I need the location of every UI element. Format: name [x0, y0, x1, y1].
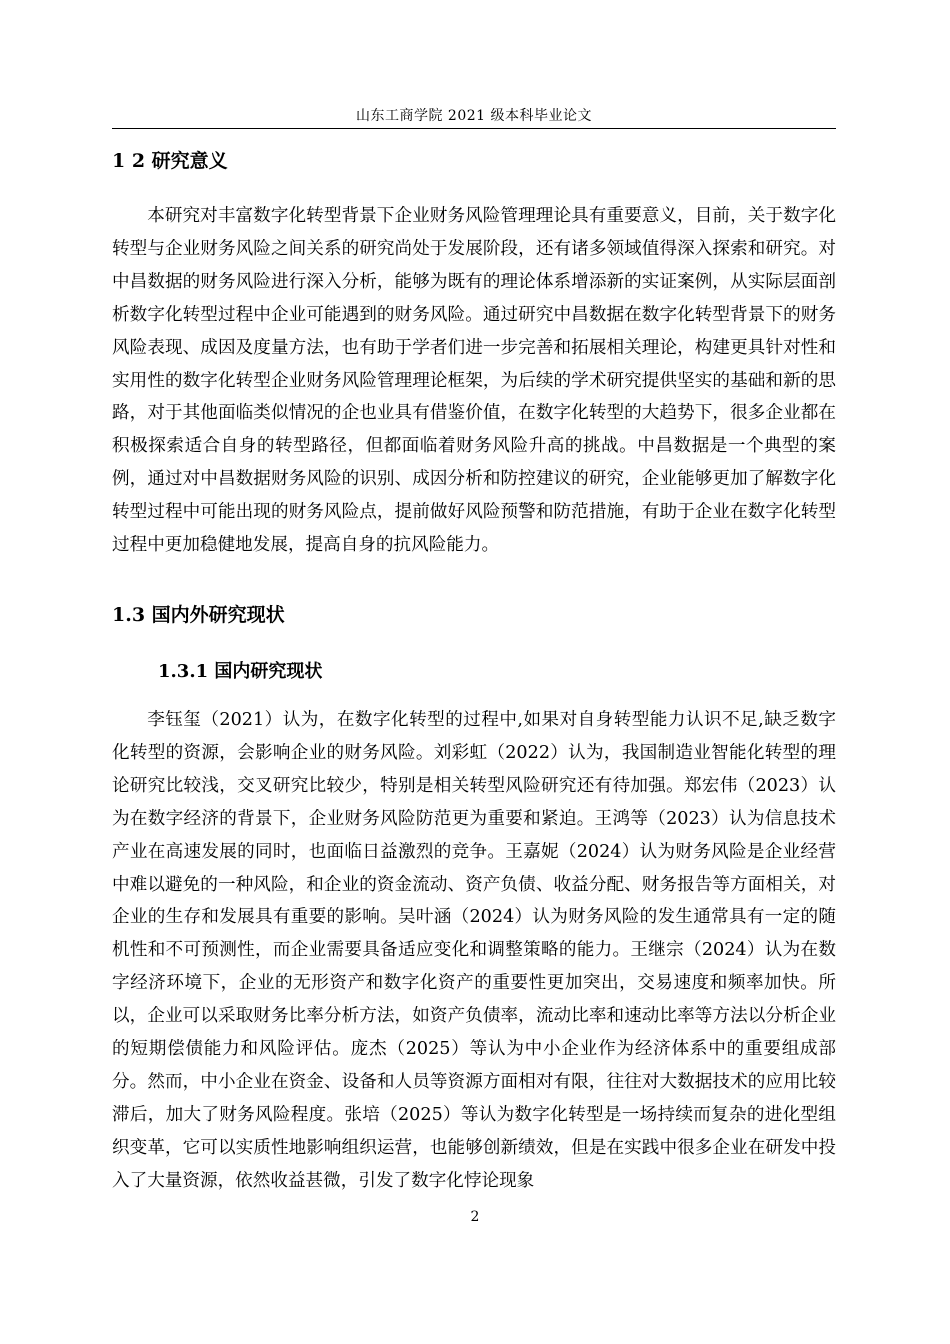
paragraph-research-significance: 本研究对丰富数字化转型背景下企业财务风险管理理论具有重要意义，目前，关于数字化转型与企业财务风险之间关系的研究尚处于发展阶段，还有诸多领域值得深入探索和研究。对中昌数据的财务风险进行深入分析，能够为既有的理论体系增添新的实证案例，从实际层面剖析数字化转型过程中企业可能遇到的财务风险。通过研究中昌数据在数字化转型背景下的财务风险表现、成因及度量方法，也有助于学者们进一步完善和拓展相关理论，构建更具针对性和实用性的数字化转型企业财务风险管理理论框架，为后续的学术研究提供坚实的基础和新的思路，对于其他面临类似情况的企也业具有借鉴价值，在数字化转型的大趋势下，很多企业都在积极探索适合自身的转型路径，但都面临着财务风险升高的挑战。中昌数据是一个典型的案例，通过对中昌数据财务风险的识别、成因分析和防控建议的研究，企业能够更加了解数字化转型过程中可能出现的财务风险点，提前做好风险预警和防范措施，有助于企业在数字化转型过程中更加稳健地发展，提高自身的抗风险能力。 — [112, 206, 836, 556]
header-rule — [112, 128, 836, 129]
page-number: 2 — [470, 1209, 480, 1225]
section-heading-1-2: 1 2 研究意义 — [112, 150, 228, 172]
page-header: 山东工商学院 2021 级本科毕业论文 — [355, 108, 593, 124]
subsection-heading-1-3-1: 1.3.1 国内研究现状 — [158, 661, 323, 682]
section-heading-1-3: 1.3 国内外研究现状 — [112, 604, 285, 626]
paragraph-domestic-research: 李钰玺（2021）认为，在数字化转型的过程中,如果对自身转型能力认识不足,缺乏数字化转型的资源，会影响企业的财务风险。刘彩虹（2022）认为，我国制造业智能化转型的理论研究比较浅，交叉研究比较少，特别是相关转型风险研究还有待加强。郑宏伟（2023）认为在数字经济的背景下，企业财务风险防范更为重要和紧迫。王鸿等（2023）认为信息技术产业在高速发展的同时，也面临日益激烈的竞争。王嘉妮（2024）认为财务风险是企业经营中难以避免的一种风险，和企业的资金流动、资产负债、收益分配、财务报告等方面相关，对企业的生存和发展具有重要的影响。吴叶涵（2024）认为财务风险的发生通常具有一定的随机性和不可预测性，而企业需要具备适应变化和调整策略的能力。王继宗（2024）认为在数字经济环境下，企业的无形资产和数字化资产的重要性更加突出，交易速度和频率加快。所以，企业可以采取财务比率分析方法，如资产负债率，流动比率和速动比率等方法以分析企业的短期偿债能力和风险评估。庞杰（2025）等认为中小企业作为经济体系中的重要组成部分。然而，中小企业在资金、设备和人员等资源方面相对有限，往往对大数据技术的应用比较滞后，加大了财务风险程度。张培（2025）等认为数字化转型是一场持续而复杂的进化型组织变革，它可以实质性地影响组织运营，也能够创新绩效，但是在实践中很多企业在研发中投入了大量资源，依然收益甚微，引发了数字化悖论现象 — [112, 710, 836, 1191]
